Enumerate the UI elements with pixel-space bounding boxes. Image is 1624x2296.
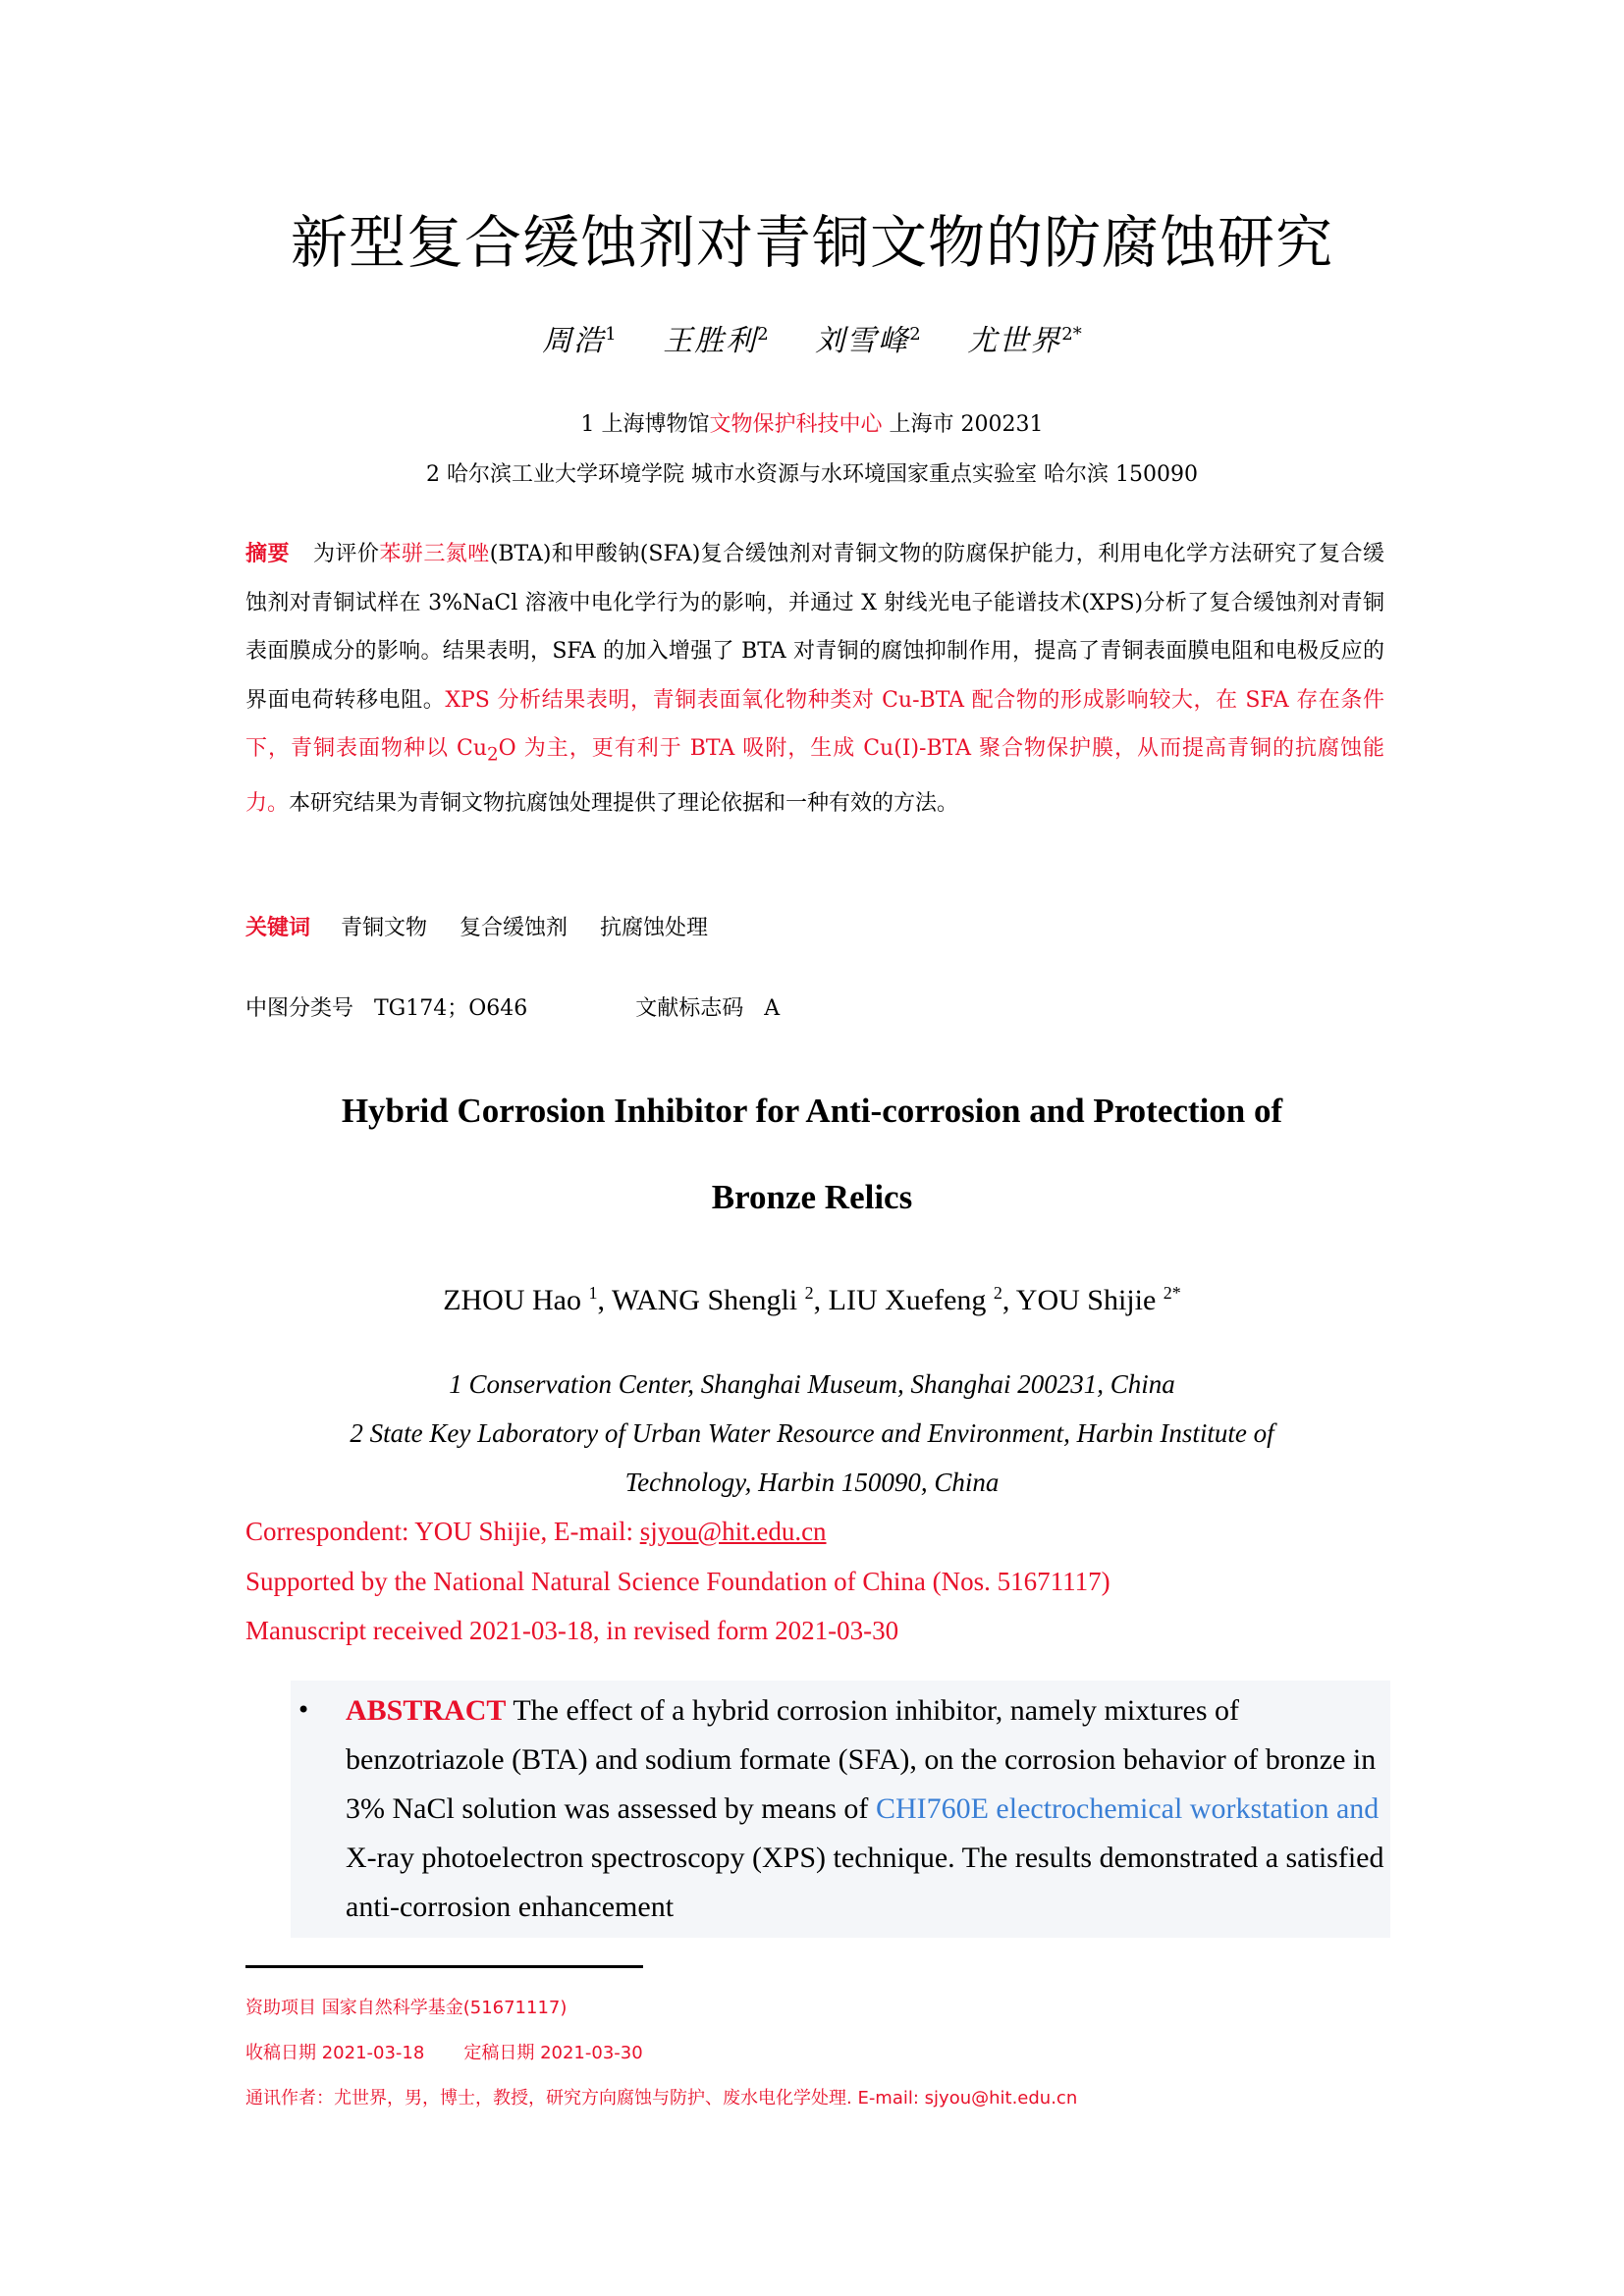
footnote-dates: 收稿日期 2021-03-18 定稿日期 2021-03-30: [245, 2043, 643, 2063]
author: 刘雪峰$^2$: [815, 324, 921, 358]
abstract-label: 摘要: [245, 541, 290, 566]
keyword: 青铜文物: [341, 916, 428, 940]
chinese-affiliation-1: 1 上海博物馆文物保护科技中心 上海市 200231: [580, 412, 1044, 437]
footnote-correspondent: 通讯作者：尤世界，男，博士，教授，研究方向腐蚀与防护、废水电化学处理. E-mail: sjyou@hit.edu.cn: [245, 2088, 1078, 2109]
correspondent-line: Correspondent: YOU Shijie, E-mail: sjyou@hit.edu.cn: [245, 1517, 827, 1546]
english-affiliation-2-cont: Technology, Harbin 150090, China: [624, 1468, 1000, 1497]
classification-line: 中图分类号 TG174；O646 文献标志码 A: [245, 996, 781, 1021]
email-link[interactable]: sjyou@hit.edu.cn: [639, 1517, 827, 1546]
chinese-authors: [0, 316, 1624, 359]
funding-line: Supported by the National Natural Science Foundation of China (Nos. 51671117): [245, 1567, 1110, 1596]
bullet-icon: •: [297, 1696, 311, 1724]
keywords: [245, 911, 733, 941]
english-title-line-1: Hybrid Corrosion Inhibitor for Anti-corrosion and Protection of: [341, 1092, 1283, 1130]
footnote-divider: [245, 1965, 643, 1968]
author: 尤世界$^{2*}$: [967, 324, 1082, 358]
english-affiliation-1: 1 Conservation Center, Shanghai Museum, Shanghai 200231, China: [449, 1369, 1175, 1399]
chinese-affiliation-2: 2 哈尔滨工业大学环境学院 城市水资源与水环境国家重点实验室 哈尔滨 150090: [426, 462, 1198, 487]
keyword: 复合缓蚀剂: [460, 916, 568, 940]
english-abstract-label: ABSTRACT: [346, 1694, 507, 1727]
keyword: 抗腐蚀处理: [600, 916, 709, 940]
english-title-line-2: Bronze Relics: [711, 1178, 913, 1216]
english-abstract: ABSTRACT The effect of a hybrid corrosion inhibitor, namely mixtures of benzotriazole (BTA) and sodium formate (SFA), on the corrosion behavior of bronze in 3% NaCl solution was assessed by means of CHI760E electrochemical workstation and X-ray photoelectron spectroscopy (XPS) technique. The results demonstrated a satisfied anti-corrosion enhancement: [346, 1694, 1384, 1923]
footnote-funding: 资助项目 国家自然科学基金(51671117): [245, 1998, 568, 2018]
chinese-abstract: 摘要 为评价苯骈三氮唑(BTA)和甲酸钠(SFA)复合缓蚀剂对青铜文物的防腐保护能力，利用电化学方法研究了复合缓蚀剂对青铜试样在 3%NaCl 溶液中电化学行为的影响，并通过 X 射线光电子能谱技术(XPS)分析了复合缓蚀剂对青铜表面膜成分的影响。结果表明，SFA 的加入增强了 BTA 对青铜的腐蚀抑制作用，提高了青铜表面膜电阻和电极反应的界面电荷转移电阻。XPS 分析结果表明，青铜表面氧化物种类对 Cu-BTA 配合物的形成影响较大，在 SFA 存在条件下，青铜表面物种以 $Cu_2O$ 为主，更有利于 BTA 吸附，生成 Cu(I)-BTA 聚合物保护膜，从而提高青铜的抗腐蚀能力。本研究结果为青铜文物抗腐蚀处理提供了理论依据和一种有效的方法。: [245, 541, 1384, 816]
author: 王胜利$^2$: [663, 324, 769, 358]
manuscript-dates: Manuscript received 2021-03-18, in revised form 2021-03-30: [245, 1616, 899, 1645]
keywords-label: 关键词: [245, 915, 311, 940]
english-affiliation-2: 2 State Key Laboratory of Urban Water Resource and Environment, Harbin Institute of: [350, 1418, 1274, 1448]
chinese-title: 新型复合缓蚀剂对青铜文物的防腐蚀研究: [290, 209, 1333, 276]
english-authors: ZHOU Hao $^1$, WANG Shengli $^2$, LIU Xuefeng $^2$, YOU Shijie $^{2*}$: [443, 1283, 1181, 1316]
author: 周浩$^1$: [542, 324, 617, 358]
